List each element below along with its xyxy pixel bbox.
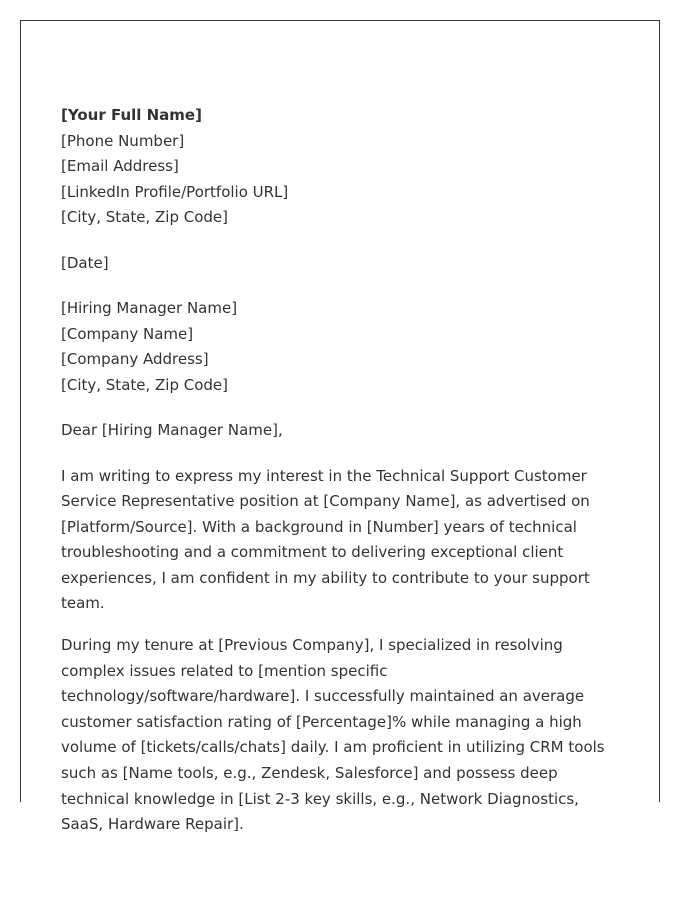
cover-letter (61, 103, 621, 854)
letter-date: [Date] (61, 253, 109, 272)
recipient-manager: [Hiring Manager Name] (61, 299, 238, 317)
recipient-company: [Company Name] (61, 324, 194, 343)
salutation: Dear [Hiring Manager Name], (61, 421, 283, 439)
body-paragraph-2: During my tenure at [Previous Company], I specialized in resolving complex issues related to [mention specific technology/software/hardware]. I successfully maintained an average customer satisfaction rating of [Percentage]% while managing a high volume of [tickets/calls/chats] daily. I am proficient in utilizing CRM tools such as [Name tools, e.g., Zendesk, Salesforce] and possess deep technical knowledge in [List 2-3 key skills, e.g., Network Diagnostics, SaaS, Hardware Repair]. (61, 636, 605, 834)
sender-linkedin: [LinkedIn Profile/Portfolio URL] (61, 182, 289, 201)
date-block (61, 251, 621, 277)
body-paragraph-1: I am writing to express my interest in the Technical Support Customer Service Representative position at [Company Name], as advertised on [Platform/Source]. With a background in [Number] years of technical troubleshooting and a commitment to delivering exceptional client experiences, I am confident in my ability to contribute to your support team. (61, 466, 590, 613)
sender-phone: [Phone Number] (61, 131, 185, 150)
sender-city: [City, State, Zip Code] (61, 208, 229, 226)
sender-name: [Your Full Name] (61, 106, 202, 124)
sender-block (61, 103, 621, 231)
recipient-city: [City, State, Zip Code] (61, 375, 229, 394)
recipient-block (61, 296, 621, 398)
recipient-address: [Company Address] (61, 350, 209, 368)
sender-email: [Email Address] (61, 157, 179, 175)
document-page (20, 20, 660, 834)
salutation-block (61, 418, 621, 444)
